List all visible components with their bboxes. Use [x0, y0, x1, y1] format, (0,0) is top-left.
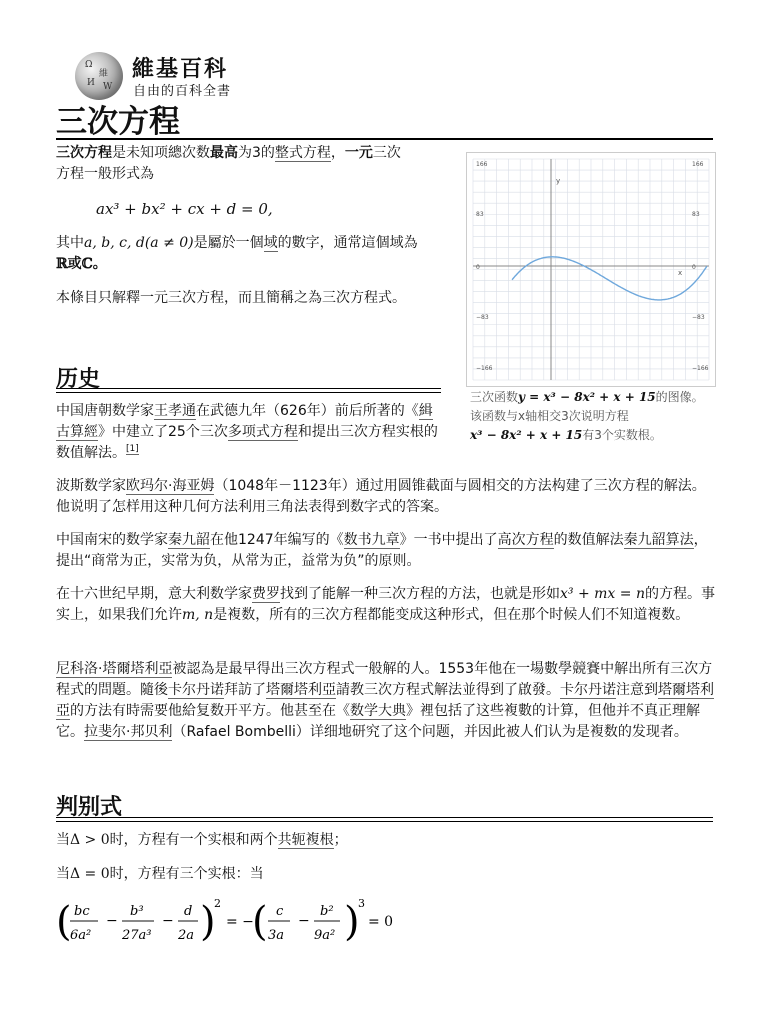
minus-sign: − [162, 913, 174, 929]
text: ，提出“商常为正，实常为负，从常为正，益常为负”的原则。 [56, 532, 708, 569]
link-omar-khayyam[interactable]: 欧玛尔·海亚姆 [126, 478, 215, 494]
link-qin-jiushao[interactable]: 秦九韶 [168, 532, 210, 548]
text: （1048年－1123年）通过用圆锥截面与圆相交的方法构建了三次方程的解法。他说明了怎样用这种几何方法利用三角法表得到数字式的答案。 [56, 478, 706, 515]
exponent: 2 [214, 897, 221, 910]
link-polynomial-equation[interactable]: 整式方程 [274, 145, 331, 161]
text: 和提出三次方程实根的数值解法。 [56, 424, 438, 461]
text: 有3个实数根。 [582, 428, 662, 442]
bold-term: 一元 [344, 145, 373, 161]
link-bombelli[interactable]: 拉斐尔·邦贝利 [84, 724, 173, 740]
text: 是屬於一個 [193, 235, 264, 251]
paren-open: ( [56, 899, 72, 945]
intro-scope-paragraph: 本條目只解釋一元三次方程，而且簡稱之為三次方程式。 [56, 290, 406, 306]
text: 该函数与x轴相交3次说明方程 [470, 409, 629, 423]
fraction-numerator: b² [320, 904, 334, 919]
tick-label: −166 [692, 365, 709, 372]
bold-term: 最高 [210, 145, 238, 161]
text: ， [330, 145, 345, 161]
exponent: 3 [358, 897, 365, 910]
tick-label: 0 [692, 264, 696, 271]
link-polynomial-equation[interactable]: 多项式方程 [227, 424, 298, 440]
text: 的方法有時需要他給复数开平方。他甚至在《 [70, 703, 350, 719]
wikipedia-globe-logo[interactable]: Ω 維 И W [75, 52, 123, 100]
text: 》中建立了25个三次 [98, 424, 228, 440]
text: 是未知项總次数 [112, 145, 210, 161]
text: 时，方程有三个实根：当 [109, 866, 264, 882]
link-tartaglia[interactable]: 塔爾塔利亞 [56, 682, 714, 719]
paren-close: ) [200, 899, 216, 945]
link-cardano[interactable]: 卡尔丹诺 [560, 682, 616, 698]
text: 当 [56, 866, 70, 882]
text: （Rafael Bombelli）详细地研究了这个问题，并因此被人们认为是複数的发现者。 [172, 724, 688, 740]
reference-link[interactable]: [1] [126, 444, 139, 455]
intro-paragraph [56, 143, 446, 185]
fraction-denominator: 3a [268, 928, 285, 943]
fields-text: ℝ或ℂ。 [56, 256, 107, 272]
bold-term: 三次方程 [56, 145, 112, 161]
text: 三次函数 [470, 390, 519, 404]
math-condition: Δ > 0 [70, 832, 110, 848]
text: 《 [404, 403, 419, 419]
text: 其中 [56, 235, 84, 251]
text: 波斯数学家 [56, 478, 126, 494]
discriminant-formula [56, 895, 396, 955]
link-field[interactable]: 域 [263, 235, 278, 251]
text: 的方程。事实上，如果我们允许 [56, 586, 715, 623]
minus-sign: − [106, 913, 118, 929]
minus-sign: − [298, 913, 310, 929]
tick-label: 83 [692, 211, 700, 218]
text: 的数值解法 [553, 532, 624, 548]
tick-label: 166 [692, 161, 704, 168]
text: ； [333, 832, 348, 848]
y-axis-label: y [556, 177, 561, 185]
section-heading-discriminant: 判别式 [56, 795, 123, 820]
formula-svg [56, 895, 396, 955]
math-expression: x³ + mx = n [560, 586, 645, 602]
text: 在十六世纪早期，意大利数学家 [56, 586, 252, 602]
site-subtitle: 自由的百科全書 [133, 84, 232, 99]
text: 时，方程有一个实根和两个 [109, 832, 278, 848]
math-function: y = x³ − 8x² + x + 15 [518, 390, 656, 404]
section-heading-history: 历史 [56, 367, 101, 392]
text: 注意到 [616, 682, 658, 698]
fraction-numerator: c [276, 904, 284, 919]
discriminant-line-1 [56, 830, 716, 851]
fraction-denominator: 9a² [314, 928, 336, 943]
fraction-denominator: 2a [178, 928, 195, 943]
math-function: x³ − 8x² + x + 15 [470, 428, 583, 442]
math-vars: a, b, c, d(a ≠ 0) [84, 235, 194, 251]
history-paragraph-4 [56, 584, 716, 626]
cubic-function-graph[interactable] [466, 152, 716, 387]
text: 被認為是最早得出三次方程式一般解的人。1553年他在一場數學競賽中解出所有三次方程式的問題。隨後 [56, 661, 713, 698]
graph-svg [467, 153, 715, 386]
text: 在他1247年编写的《 [210, 532, 344, 548]
fraction-denominator: 27a³ [122, 928, 152, 943]
link-tartaglia[interactable]: 塔爾塔利亞 [266, 682, 336, 698]
text: 方程一般形式為 [56, 166, 154, 182]
text: 拜訪了 [224, 682, 266, 698]
text: 的图像。 [655, 390, 704, 404]
text: 三次 [372, 145, 401, 161]
tick-label: −166 [476, 365, 493, 372]
fraction-denominator: 6a² [70, 928, 92, 943]
tick-label: −83 [692, 314, 705, 321]
link-higher-degree-equation[interactable]: 高次方程 [497, 532, 554, 548]
link-jigu-suanjing[interactable]: 緝古算經 [56, 403, 433, 440]
tick-label: 0 [476, 264, 480, 271]
paren-close: ) [344, 899, 360, 945]
tick-label: −83 [476, 314, 489, 321]
site-title[interactable]: 維基百科 [132, 56, 229, 82]
general-form-equation: ax³ + bx² + cx + d = 0, [96, 200, 273, 218]
text: 找到了能解一种三次方程的方法，也就是形如 [280, 586, 560, 602]
math-vars: m, n [182, 607, 214, 623]
link-ars-magna[interactable]: 数学大典 [350, 703, 406, 719]
history-paragraph-5 [56, 659, 716, 743]
fraction-numerator: d [184, 904, 193, 919]
figure-caption [470, 388, 720, 445]
text: 的數字，通常這個域為 [277, 235, 418, 251]
paren-open: ( [252, 899, 268, 945]
discriminant-line-2 [56, 864, 716, 885]
title-rule [56, 138, 713, 140]
equals-minus: = − [226, 914, 254, 930]
section-rule [56, 817, 713, 822]
fraction-numerator: b³ [130, 904, 144, 919]
link-conjugate-complex-roots[interactable]: 共轭複根 [277, 832, 334, 848]
x-axis-label: x [678, 269, 683, 277]
text: 中国唐朝数学家 [56, 403, 154, 419]
text: 》裡包括了这些複數的计算，但他并不真正理解它。 [56, 703, 700, 740]
text: 当 [56, 832, 70, 848]
text: 是複数，所有的三次方程都能变成这种形式，但在那个时候人们不知道複数。 [213, 607, 690, 623]
text: 請教三次方程式解法並得到了啟發。 [336, 682, 560, 698]
equals-zero: = 0 [368, 914, 394, 930]
history-paragraph-1 [56, 401, 446, 464]
math-condition: Δ = 0 [70, 866, 110, 882]
link-wang-xiaotong[interactable]: 王孝通 [154, 403, 196, 419]
text: 》一书中提出了 [399, 532, 498, 548]
tick-label: 83 [476, 211, 484, 218]
cubic-curve [512, 257, 707, 300]
tick-label: 166 [476, 161, 488, 168]
history-paragraph-2 [56, 476, 716, 518]
history-paragraph-3 [56, 530, 716, 572]
text: 中国南宋的数学家 [56, 532, 168, 548]
fraction-numerator: bc [74, 904, 90, 919]
link-shushu-jiuzhang[interactable]: 数书九章 [343, 532, 400, 548]
link-tartaglia[interactable]: 尼科洛·塔爾塔利亞 [56, 661, 173, 677]
intro-fields-paragraph [56, 233, 446, 275]
link-qin-jiushao-algorithm[interactable]: 秦九韶算法 [623, 532, 694, 548]
text: 为3的 [238, 145, 275, 161]
link-cardano[interactable]: 卡尔丹诺 [168, 682, 224, 698]
text: 在武德九年（626年）前后所著的 [196, 403, 405, 419]
page-title: 三次方程 [56, 104, 180, 140]
link-ferro[interactable]: 费罗 [252, 586, 280, 602]
section-rule [56, 388, 441, 393]
